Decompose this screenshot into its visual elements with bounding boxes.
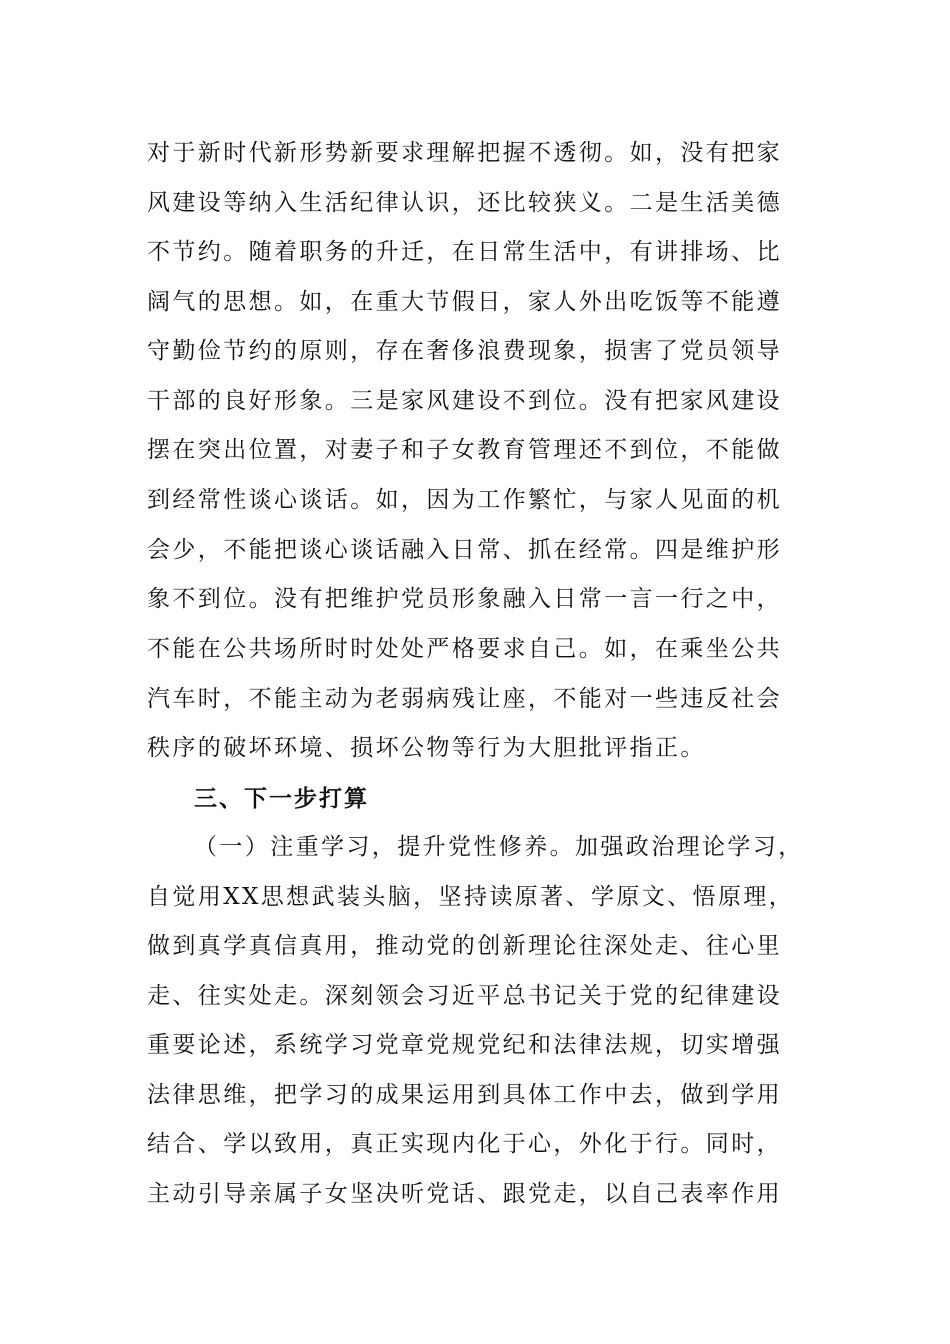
text-line: 守勤俭节约的原则，存在奢侈浪费现象，损害了党员领导 xyxy=(147,338,782,364)
section-heading: 三、下一步打算 xyxy=(194,786,369,812)
text-line: 对于新时代新形势新要求理解把握不透彻。如，没有把家 xyxy=(147,140,782,166)
text-line: 象不到位。没有把维护党员形象融入日常一言一行之中， xyxy=(147,586,782,612)
text-line: 法律思维，把学习的成果运用到具体工作中去，做到学用 xyxy=(147,1082,782,1108)
text-line: 汽车时，不能主动为老弱病残让座，不能对一些违反社会 xyxy=(147,686,782,712)
text-line: 重要论述，系统学习党章党规党纪和法律法规，切实增强 xyxy=(147,1032,782,1058)
text-line: 干部的良好形象。三是家风建设不到位。没有把家风建设 xyxy=(147,388,782,414)
text-line: 走、往实处走。深刻领会习近平总书记关于党的纪律建设 xyxy=(147,983,782,1009)
text-line: 摆在突出位置，对妻子和子女教育管理还不到位，不能做 xyxy=(147,437,782,463)
text-line: 自觉用XX思想武装头脑，坚持读原著、学原文、悟原理， xyxy=(147,884,795,910)
text-line: （一）注重学习，提升党性修养。加强政治理论学习， xyxy=(194,834,804,860)
text-line: 会少，不能把谈心谈话融入日常、抓在经常。四是维护形 xyxy=(147,537,782,563)
text-line: 主动引导亲属子女坚决听党话、跟党走，以自己表率作用 xyxy=(147,1181,782,1207)
text-line: 阔气的思想。如，在重大节假日，家人外出吃饭等不能遵 xyxy=(147,289,782,315)
text-line: 做到真学真信真用，推动党的创新理论往深处走、往心里 xyxy=(147,933,782,959)
text-line: 秩序的破坏环境、损坏公物等行为大胆批评指正。 xyxy=(147,735,706,761)
text-line: 风建设等纳入生活纪律认识，还比较狭义。二是生活美德 xyxy=(147,190,782,216)
text-line: 不节约。随着职务的升迁，在日常生活中，有讲排场、比 xyxy=(147,239,782,265)
text-line: 到经常性谈心谈话。如，因为工作繁忙，与家人见面的机 xyxy=(147,487,782,513)
text-line: 结合、学以致用，真正实现内化于心，外化于行。同时， xyxy=(147,1131,782,1157)
text-line: 不能在公共场所时时处处严格要求自己。如，在乘坐公共 xyxy=(147,636,782,662)
